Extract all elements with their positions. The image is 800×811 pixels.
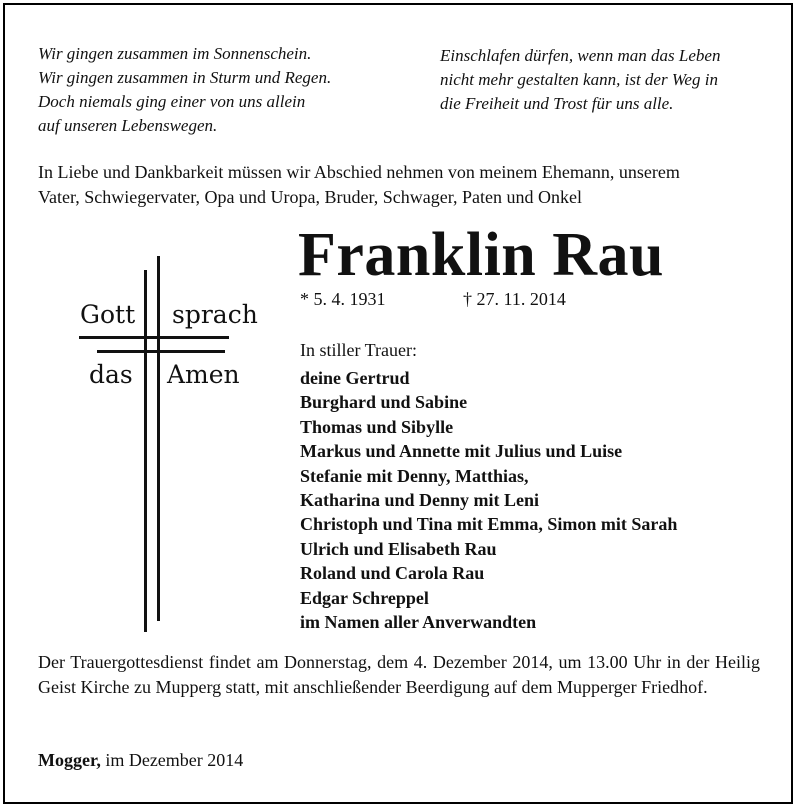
mourner-entry: im Namen aller Anverwandten — [300, 612, 537, 633]
mourner-entry: Stefanie mit Denny, Matthias, — [300, 465, 529, 486]
mourner-entry: deine Gertrud — [300, 368, 410, 388]
place-date — [38, 748, 243, 772]
mourner-entry: Markus und Annette mit Julius und Luise — [300, 441, 623, 462]
mourner-entry: Edgar Schreppel — [300, 587, 429, 608]
poem-line: Einschlafen dürfen, wenn man das Leben — [440, 46, 721, 65]
cross-word-amen: Amen — [167, 360, 240, 389]
poem-line: Wir gingen zusammen in Sturm und Regen. — [38, 68, 332, 87]
poem-line: nicht mehr gestalten kann, ist der Weg in — [440, 70, 718, 89]
mourners-list — [300, 366, 677, 634]
cross-word-sprach: sprach — [172, 300, 258, 329]
mourner-entry: Christoph und Tina mit Emma, Simon mit Sarah — [300, 514, 678, 535]
place-town: Mogger, — [38, 750, 101, 770]
poem-line: auf unseren Lebenswegen. — [38, 116, 218, 135]
mourner-entry: Katharina und Denny mit Leni — [300, 490, 540, 511]
place-date-text: im Dezember 2014 — [100, 750, 244, 770]
poem-line: Wir gingen zusammen im Sonnenschein. — [38, 44, 312, 63]
deceased-name: Franklin Rau — [298, 221, 665, 289]
intro-line: In Liebe und Dankbarkeit müssen wir Abschied nehmen von meinem Ehemann, unserem — [38, 162, 680, 182]
death-date: † 27. 11. 2014 — [463, 289, 566, 309]
poem-line: Doch niemals ging einer von uns allein — [38, 92, 306, 111]
poem-line: die Freiheit und Trost für uns alle. — [440, 94, 674, 113]
cross-word-das: das — [89, 360, 133, 389]
intro-line: Vater, Schwiegervater, Opa und Uropa, Bruder, Schwager, Paten und Onkel — [38, 187, 582, 207]
cross-word-gott: Gott — [80, 300, 136, 329]
mourner-entry: Thomas und Sibylle — [300, 416, 454, 437]
mourner-entry: Ulrich und Elisabeth Rau — [300, 538, 497, 559]
mourning-heading: In stiller Trauer: — [300, 340, 417, 360]
service-text: Der Trauergottesdienst findet am Donnerstag, dem 4. Dezember 2014, um 13.00 Uhr in der Heilig Geist Kirche zu Mupperg statt, mit anschließender Beerdigung auf dem Mupperger Friedhof. — [38, 652, 760, 697]
mourner-entry: Burghard und Sabine — [300, 392, 468, 413]
birth-date: * 5. 4. 1931 — [300, 289, 386, 309]
mourner-entry: Roland und Carola Rau — [300, 563, 485, 584]
